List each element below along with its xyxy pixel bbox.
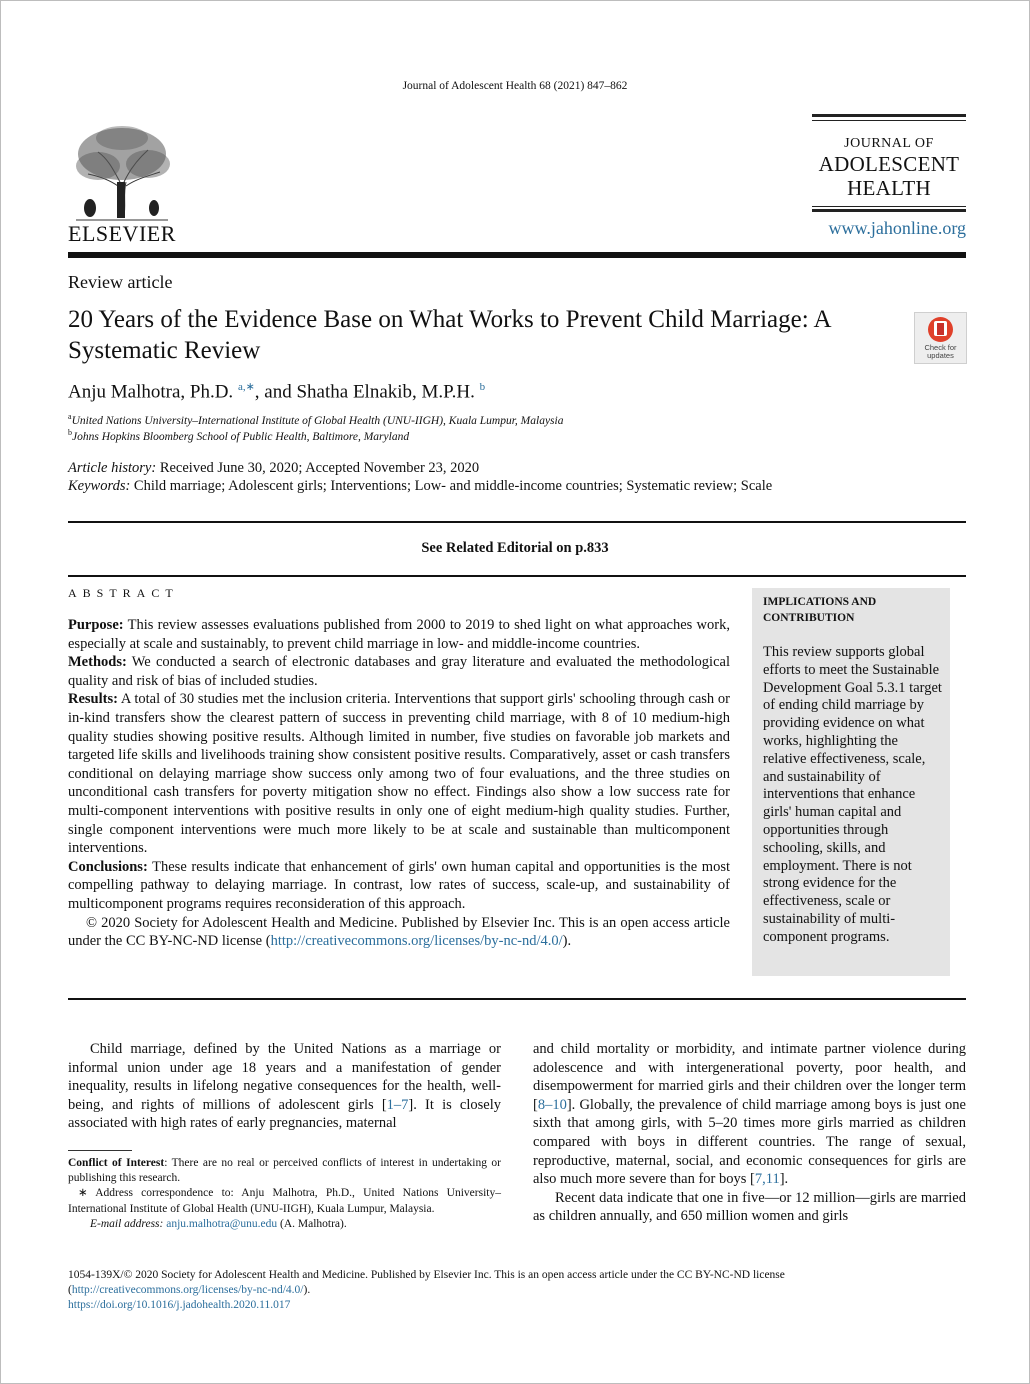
copyright-notice: 1054-139X/© 2020 Society for Adolescent Health and Medicine. Published by Elsevier Inc. This is an open access article under the CC BY-NC-ND license (http://creativecommons.org/licenses/by-nc-nd/4.0/). https://doi.org/10.1016/j.jadohealth.2020.11.017 — [68, 1269, 785, 1312]
author-affiliation-mark[interactable]: a,∗ — [237, 381, 255, 393]
divider — [68, 998, 966, 1000]
author-connector: , and — [254, 381, 297, 403]
related-editorial-link[interactable]: See Related Editorial on p.833 — [421, 540, 609, 556]
journal-brand-line3: HEALTH — [847, 176, 931, 200]
body-paragraph: Child marriage, defined by the United Nations as a marriage or informal union under age 18 years and a manifestation of gender inequality, results in lifelong negative consequences for the health, well-being, and rights of millions of adolescent girls [1–7]. It is closely associated with high rates of early pregnancies, maternal — [68, 1041, 501, 1132]
affiliation-a: $^a$United Nations University–International Institute of Global Health (UNU-IIGH), Kuala Lumpur, Malaysia — [68, 412, 564, 427]
journal-brand — [812, 114, 966, 244]
abstract-conclusions: Conclusions: These results indicate that enhancement of girls' own human capital and opportunities is the most compelling pathway to delaying marriage. In contrast, low rates of success, scale-up, and sustainability of multicomponent programs requires reconsideration of this approach. — [68, 858, 730, 912]
body-column-left — [68, 1040, 501, 1133]
brand-rule-bottom — [812, 209, 966, 212]
author-name: Shatha Elnakib, M.P.H. — [296, 381, 475, 403]
conflict-of-interest: Conflict of Interest: There are no real or perceived conflicts of interest in undertaking or publishing this research. — [68, 1157, 502, 1185]
author-name: Anju Malhotra, Ph.D. — [68, 381, 234, 403]
article-history: Article history: Received June 30, 2020; Accepted November 23, 2020 — [68, 460, 480, 476]
abstract-body — [68, 616, 730, 951]
header-rule — [68, 252, 966, 258]
article-type: Review article — [68, 272, 173, 292]
citation-link[interactable]: 1–7 — [386, 1096, 409, 1113]
citation-link[interactable]: 8–10 — [537, 1096, 567, 1113]
body-paragraph: Recent data indicate that one in five—or 12 million—girls are married as children annually, and 650 million women and girls — [533, 1189, 966, 1225]
license-link[interactable]: http://creativecommons.org/licenses/by-nc-nd/4.0/ — [270, 933, 563, 950]
brand-rule-top-thin — [812, 120, 966, 121]
journal-brand-line1: JOURNAL OF — [844, 136, 934, 151]
author-list — [68, 380, 485, 403]
abstract-purpose: Purpose: This review assesses evaluations published from 2000 to 2019 to shed light on what approaches work, especially at scale and sustainably, to prevent child marriage in low- and middle-income countries. — [68, 617, 730, 652]
abstract-copyright: © 2020 Society for Adolescent Health and Medicine. Published by Elsevier Inc. This is an open access article under the CC BY-NC-ND license (http://creativecommons.org/licenses/by-nc-nd/4.0/). — [68, 914, 730, 950]
article-title: 20 Years of the Evidence Base on What Works to Prevent Child Marriage: A Systematic Review — [68, 306, 831, 364]
bookmark-icon — [928, 317, 953, 342]
journal-citation: Journal of Adolescent Health 68 (2021) 847–862 — [402, 80, 628, 92]
footnote-rule — [68, 1150, 132, 1151]
correspondence-address: ∗ Address correspondence to: Anju Malhotra, Ph.D., United Nations University–International Institute of Global Health (UNU-IIGH), Kuala Lumpur, Malaysia. — [68, 1187, 501, 1215]
citation-link[interactable]: 7,11 — [754, 1171, 780, 1188]
check-updates-label: Check for updates — [924, 343, 957, 360]
divider — [68, 575, 966, 577]
abstract-heading: ABSTRACT — [68, 586, 179, 600]
affiliation-b: $^b$Johns Hopkins Bloomberg School of Public Health, Baltimore, Maryland — [68, 428, 410, 443]
license-link[interactable]: http://creativecommons.org/licenses/by-nc-nd/4.0/ — [71, 1284, 304, 1297]
implications-box — [752, 588, 950, 976]
author-affiliation-mark[interactable]: b — [479, 381, 486, 393]
brand-rule-bottom-thin — [812, 206, 966, 207]
divider — [68, 521, 966, 523]
abstract-methods: Methods: We conducted a search of electronic databases and gray literature and evaluated the methodological quality and risk of bias of included studies. — [68, 654, 730, 689]
implications-heading: IMPLICATIONS AND CONTRIBUTION — [763, 596, 877, 624]
abstract-results: Results: A total of 30 studies met the inclusion criteria. Interventions that support girls' schooling through cash or in-kind transfers show the clearest pattern of success in preventing child marriage, with 8 of 10 medium-high quality studies showing positive results. Although limited in number, five studies on favorable job markets and targeted life skills and livelihoods training show consistent positive results. Comparatively, asset or cash transfers conditional on delaying marriage show success only among two of four evaluations, and the three studies on unconditional cash transfers for poverty mitigation show no effect. Findings also show a low success rate for multi-component interventions with positive results in only one of eight medium-high quality studies. Further, single component interventions were much more likely to be at scale and sustainable than multicomponent interventions. — [68, 691, 730, 857]
implications-text: This review supports global efforts to meet the Sustainable Development Goal 5.3.1 target of ending child marriage by providing evidence on what works, highlighting the relative effectiveness, scale, and sustainability of interventions that enhance girls' human capital and opportunities through schooling, skills, and employment. There is not strong evidence for the effectiveness, scale or sustainability of multi-component programs. — [763, 644, 942, 945]
footnotes — [68, 1156, 501, 1232]
email-line: E-mail address: anju.malhotra@unu.edu (A. Malhotra). — [90, 1217, 347, 1230]
elsevier-wordmark: ELSEVIER — [68, 221, 176, 246]
keywords: Keywords: Child marriage; Adolescent girls; Interventions; Low- and middle-income countries; Systematic review; Scale — [68, 478, 773, 494]
body-paragraph: and child mortality or morbidity, and intimate partner violence during adolescence and with intergenerational poverty, poor health, and disempowerment for married girls and their children over the longer term [8–10]. Globally, the prevalence of child marriage among boys is just one sixth that among girls, with 5–20 times more girls married as children compared with boys in different countries. The range of sexual, reproductive, maternal, social, and economic consequences for girls are also much more severe than for boys [7,11]. — [533, 1041, 966, 1188]
journal-url-link[interactable]: www.jahonline.org — [828, 218, 966, 238]
check-for-updates-button[interactable] — [914, 312, 967, 364]
brand-rule-top — [812, 114, 966, 117]
doi-link[interactable]: https://doi.org/10.1016/j.jadohealth.2020.11.017 — [68, 1299, 291, 1312]
email-link[interactable]: anju.malhotra@unu.edu — [166, 1217, 278, 1230]
journal-brand-line2: ADOLESCENT — [818, 152, 960, 176]
body-column-right — [533, 1040, 966, 1226]
